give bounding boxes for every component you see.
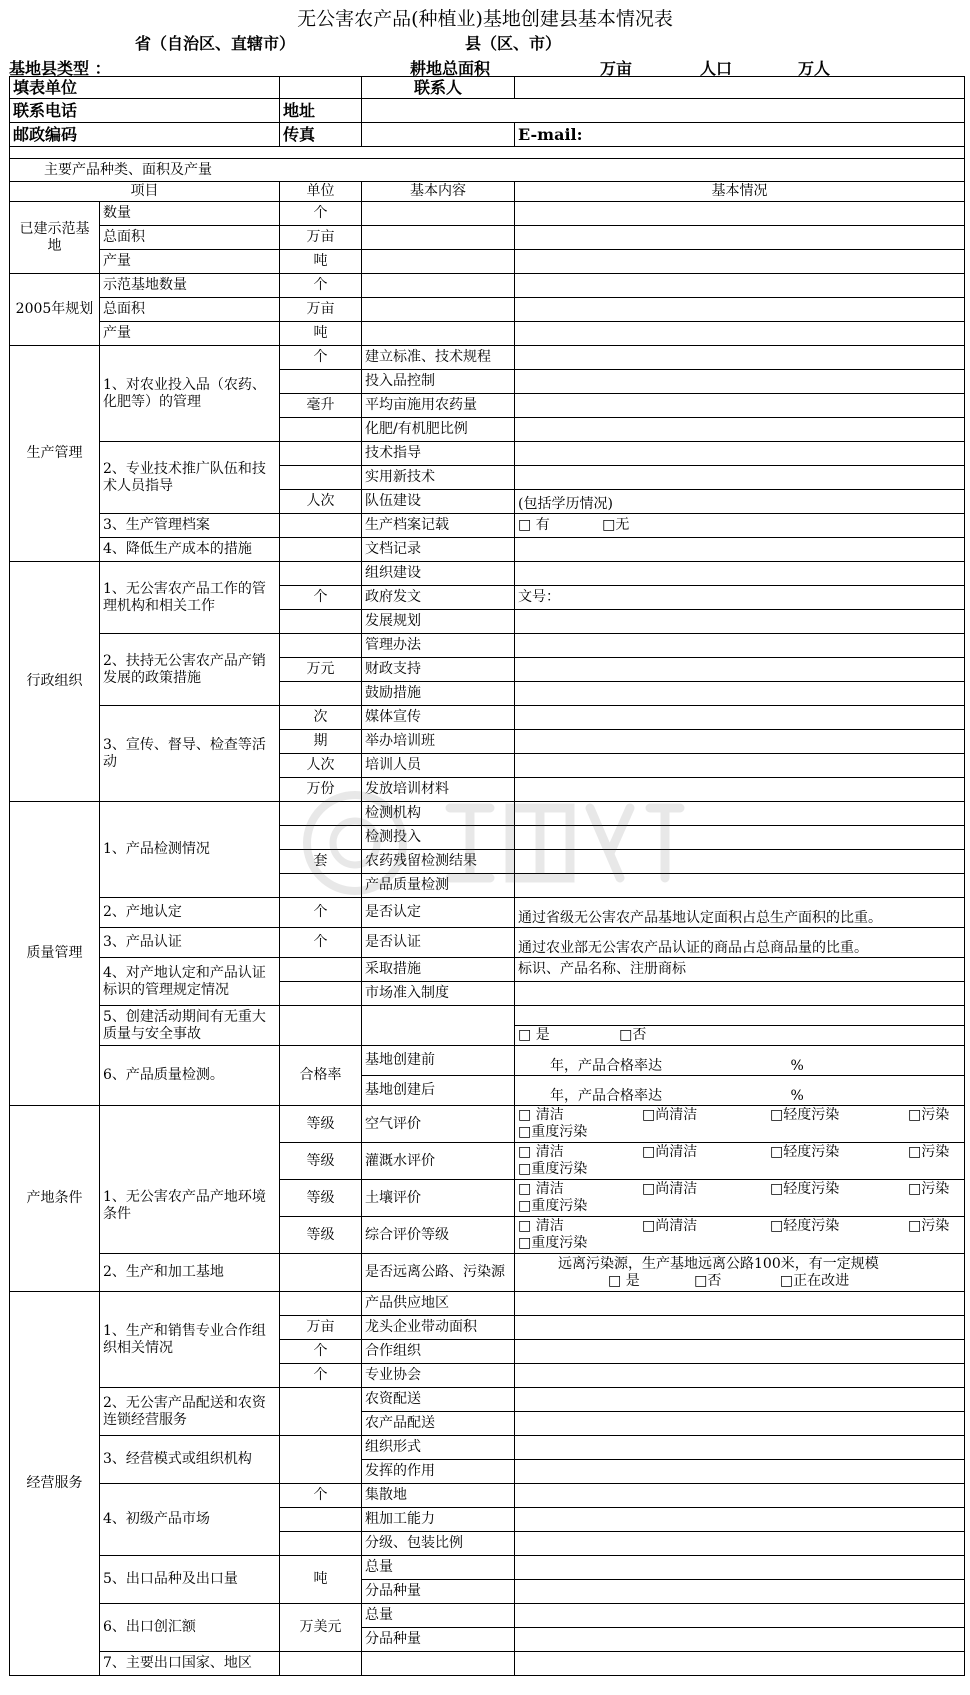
- content-cell: 检测投入: [362, 826, 515, 850]
- unit-cell: 个: [280, 346, 362, 370]
- content-cell: 鼓励措施: [362, 682, 515, 706]
- production-item-3: 3、生产管理档案: [100, 514, 280, 538]
- table-row: [10, 1436, 965, 1460]
- unit-cell: 万亩: [280, 1316, 362, 1340]
- content-cell: 空气评价: [362, 1106, 515, 1143]
- unit-cell: 吨: [280, 250, 362, 274]
- unit-cell: 人次: [280, 754, 362, 778]
- situation-cell[interactable]: [515, 826, 965, 850]
- opt-polluted[interactable]: □污染: [908, 1107, 950, 1123]
- grade-unit: 等级: [280, 1143, 362, 1180]
- table-row: [10, 346, 965, 370]
- content-cell: 管理办法: [362, 634, 515, 658]
- production-item-2: 2、专业技术推广队伍和技术人员指导: [100, 442, 280, 514]
- content-cell: 市场准入制度: [362, 982, 515, 1006]
- email-label: E-mail:: [515, 123, 965, 147]
- content-cell: 基地创建前: [362, 1046, 515, 1076]
- situation-cell[interactable]: [515, 1364, 965, 1388]
- situation-cell[interactable]: [515, 1556, 965, 1580]
- content-cell: 合作组织: [362, 1340, 515, 1364]
- situation-cell[interactable]: [515, 1316, 965, 1340]
- section-built-label: 已建示范基地: [10, 202, 100, 274]
- situation-cell[interactable]: [515, 1388, 965, 1412]
- opt-polluted[interactable]: □污染: [908, 1144, 950, 1160]
- section-quality-label: 质量管理: [10, 802, 100, 1106]
- content-cell: 农资配送: [362, 1388, 515, 1412]
- grade-unit: 等级: [280, 1180, 362, 1217]
- grade-unit: 等级: [280, 1217, 362, 1254]
- content-cell: 政府发文: [362, 586, 515, 610]
- road-distance-note: 远离污染源，生产基地远离公路100米，有一定规模: [558, 1255, 879, 1272]
- opt-light[interactable]: □轻度污染: [770, 1218, 840, 1234]
- situation-cell[interactable]: [515, 610, 965, 634]
- page-title: 无公害农产品(种植业)基地创建县基本情况表: [297, 8, 673, 30]
- unit-cell: 套: [280, 850, 362, 874]
- business-item-6: 6、出口创汇额: [100, 1604, 280, 1652]
- situation-cell[interactable]: [515, 298, 965, 322]
- situation-cell[interactable]: [515, 250, 965, 274]
- content-cell: 发放培训材料: [362, 778, 515, 802]
- opt-light[interactable]: □轻度污染: [770, 1144, 840, 1160]
- situation-cell[interactable]: [515, 466, 965, 490]
- unit-cell: 期: [280, 730, 362, 754]
- spacer-row: [10, 147, 965, 159]
- population-unit: 万人: [798, 59, 831, 78]
- opt-heavy[interactable]: □重度污染: [518, 1198, 588, 1214]
- archive-yes-checkbox[interactable]: □ 有: [518, 517, 550, 533]
- water-grade-options: [515, 1143, 965, 1180]
- table-row: [10, 298, 965, 322]
- table-row: [10, 802, 965, 826]
- quality-item-3: 3、产品认证: [100, 928, 280, 958]
- content-cell: 农产品配送: [362, 1412, 515, 1436]
- content-cell: 建立标准、技术规程: [362, 346, 515, 370]
- content-cell: 队伍建设: [362, 490, 515, 514]
- label-management-note: 标识、产品名称、注册商标: [515, 958, 965, 982]
- content-cell: 实用新技术: [362, 466, 515, 490]
- quality-item-4: 4、对产地认定和产品认证标识的管理规定情况: [100, 958, 280, 1006]
- content-cell[interactable]: [362, 250, 515, 274]
- opt-fair[interactable]: □尚清洁: [642, 1144, 698, 1160]
- opt-heavy[interactable]: □重度污染: [518, 1235, 588, 1251]
- env-item-2: 2、生产和加工基地: [100, 1254, 280, 1292]
- farmland-unit: 万亩: [600, 59, 633, 78]
- business-item-3: 3、经营模式或组织机构: [100, 1436, 280, 1484]
- unit-cell: 吨: [280, 1556, 362, 1604]
- content-cell: 龙头企业带动面积: [362, 1316, 515, 1340]
- situation-cell[interactable]: [515, 370, 965, 394]
- unit-cell: 人次: [280, 490, 362, 514]
- table-row: [10, 928, 965, 958]
- unit-cell: 万元: [280, 658, 362, 682]
- table-row: [10, 1254, 965, 1292]
- basic-info-table: [9, 76, 965, 1676]
- address-value[interactable]: [362, 99, 965, 123]
- unit-cell: 万份: [280, 778, 362, 802]
- situation-cell[interactable]: [515, 1412, 965, 1436]
- content-cell: 集散地: [362, 1484, 515, 1508]
- info-row-phone: [10, 99, 965, 123]
- content-cell: 灌溉水评价: [362, 1143, 515, 1180]
- table-row: [10, 322, 965, 346]
- unit-cell: 毫升: [280, 394, 362, 418]
- contact-person-value[interactable]: [515, 77, 965, 99]
- section-production-label: 生产管理: [10, 346, 100, 562]
- situation-cell[interactable]: [515, 346, 965, 370]
- unit-cell: 个: [280, 1340, 362, 1364]
- situation-cell[interactable]: [515, 802, 965, 826]
- production-item-4: 4、降低生产成本的措施: [100, 538, 280, 562]
- content-cell: 媒体宣传: [362, 706, 515, 730]
- situation-cell[interactable]: [515, 418, 965, 442]
- situation-cell[interactable]: [515, 730, 965, 754]
- content-cell: 综合评价等级: [362, 1217, 515, 1254]
- situation-cell[interactable]: [515, 1484, 965, 1508]
- table-row: [10, 226, 965, 250]
- table-row: [10, 250, 965, 274]
- pass-rate-before: 年，产品合格率达 %: [515, 1046, 965, 1076]
- opt-clean[interactable]: □ 清洁: [518, 1144, 564, 1160]
- business-item-1: 1、生产和销售专业合作组织相关情况: [100, 1292, 280, 1388]
- air-grade-options: [515, 1106, 965, 1143]
- situation-cell[interactable]: [515, 1006, 965, 1026]
- fax-value[interactable]: [362, 123, 515, 147]
- content-cell[interactable]: [362, 274, 515, 298]
- business-item-7: 7、主要出口国家、地区: [100, 1652, 280, 1676]
- situation-cell[interactable]: [515, 778, 965, 802]
- accident-no-checkbox[interactable]: □否: [619, 1027, 647, 1043]
- content-cell: 化肥/有机肥比例: [362, 418, 515, 442]
- situation-cell[interactable]: [515, 394, 965, 418]
- table-row: [10, 514, 965, 538]
- situation-cell[interactable]: [515, 1604, 965, 1628]
- content-cell: 分品种量: [362, 1580, 515, 1604]
- quality-item-1: 1、产品检测情况: [100, 802, 280, 898]
- table-row: [10, 1006, 965, 1026]
- soil-grade-options: [515, 1180, 965, 1217]
- opt-light[interactable]: □轻度污染: [770, 1107, 840, 1123]
- content-cell: 总量: [362, 1604, 515, 1628]
- section-admin-label: 行政组织: [10, 562, 100, 802]
- accident-yes-checkbox[interactable]: □ 是: [518, 1027, 550, 1043]
- table-row: [10, 442, 965, 466]
- content-cell: 粗加工能力: [362, 1508, 515, 1532]
- unit-cell: 个: [280, 898, 362, 928]
- unit-cell: 个: [280, 202, 362, 226]
- table-row: [10, 898, 965, 928]
- content-cell[interactable]: [362, 202, 515, 226]
- admin-item-1: 1、无公害农产品工作的管理机构和相关工作: [100, 562, 280, 634]
- section-plan-label: 2005年规划: [10, 274, 100, 346]
- opt-clean[interactable]: □ 清洁: [518, 1218, 564, 1234]
- content-cell: 是否认定: [362, 898, 515, 928]
- content-cell: 分级、包装比例: [362, 1532, 515, 1556]
- table-row: [10, 1292, 965, 1316]
- unit-cell: 个: [280, 928, 362, 958]
- col-content: 基本内容: [362, 182, 515, 202]
- column-header-row: [10, 182, 965, 202]
- base-type-label: 基地县类型 ：: [9, 59, 111, 78]
- content-cell: 发挥的作用: [362, 1460, 515, 1484]
- situation-cell[interactable]: [515, 1436, 965, 1460]
- situation-note: (包括学历情况): [515, 490, 965, 514]
- content-cell: 是否远离公路、污染源: [362, 1254, 515, 1292]
- quality-item-5: 5、创建活动期间有无重大质量与安全事故: [100, 1006, 280, 1046]
- table-row: [10, 1046, 965, 1076]
- situation-cell[interactable]: [515, 442, 965, 466]
- unit-cell: 万美元: [280, 1604, 362, 1652]
- opt-clean[interactable]: □ 清洁: [518, 1107, 564, 1123]
- main-products-row: [10, 159, 965, 182]
- certified-ratio-note: 通过农业部无公害农产品认证的商品占总商品量的比重。: [515, 928, 965, 958]
- situation-cell[interactable]: [515, 850, 965, 874]
- content-cell: 发展规划: [362, 610, 515, 634]
- situation-cell[interactable]: [515, 1628, 965, 1652]
- content-cell: 农药残留检测结果: [362, 850, 515, 874]
- opt-light[interactable]: □轻度污染: [770, 1181, 840, 1197]
- content-cell: 组织建设: [362, 562, 515, 586]
- content-cell: 财政支持: [362, 658, 515, 682]
- content-cell: 分品种量: [362, 1628, 515, 1652]
- content-cell: 检测机构: [362, 802, 515, 826]
- document-number-label: 文号：: [515, 586, 965, 610]
- content-cell[interactable]: [362, 1652, 515, 1676]
- opt-fair[interactable]: □尚清洁: [642, 1107, 698, 1123]
- situation-cell[interactable]: [515, 682, 965, 706]
- pass-rate-after: 年，产品合格率达 %: [515, 1076, 965, 1106]
- content-cell: 土壤评价: [362, 1180, 515, 1217]
- population-label: 人口: [700, 59, 733, 78]
- table-row: [10, 706, 965, 730]
- road-distance-cell: [515, 1254, 965, 1292]
- road-improving-checkbox[interactable]: □正在改进: [779, 1272, 850, 1289]
- table-row: [10, 538, 965, 562]
- content-cell: 技术指导: [362, 442, 515, 466]
- opt-fair[interactable]: □尚清洁: [642, 1218, 698, 1234]
- archive-options: [515, 514, 965, 538]
- address-label: 地址: [280, 99, 362, 123]
- situation-cell[interactable]: [515, 562, 965, 586]
- situation-cell[interactable]: [515, 226, 965, 250]
- overall-grade-options: [515, 1217, 965, 1254]
- env-item-1: 1、无公害农产品产地环境条件: [100, 1106, 280, 1254]
- situation-cell[interactable]: [515, 982, 965, 1006]
- table-row: [10, 1106, 965, 1143]
- situation-cell[interactable]: [515, 874, 965, 898]
- info-row-unit: [10, 77, 965, 99]
- situation-cell[interactable]: [515, 1460, 965, 1484]
- unit-cell: 个: [280, 274, 362, 298]
- content-cell: 平均亩施用农药量: [362, 394, 515, 418]
- postcode-label: 邮政编码: [10, 123, 280, 147]
- situation-cell[interactable]: [515, 754, 965, 778]
- content-cell[interactable]: [362, 298, 515, 322]
- col-item: 项目: [10, 182, 280, 202]
- unit-cell: 次: [280, 706, 362, 730]
- section-business-label: 经营服务: [10, 1292, 100, 1676]
- table-row: [10, 274, 965, 298]
- row-label: 示范基地数量: [100, 274, 280, 298]
- opt-heavy[interactable]: □重度污染: [518, 1161, 588, 1177]
- situation-cell[interactable]: [515, 706, 965, 730]
- business-item-2: 2、无公害产品配送和农资连锁经营服务: [100, 1388, 280, 1436]
- situation-cell[interactable]: [515, 1292, 965, 1316]
- unit-cell: 万亩: [280, 226, 362, 250]
- content-cell: 基地创建后: [362, 1076, 515, 1106]
- situation-cell[interactable]: [515, 274, 965, 298]
- admin-item-2: 2、扶持无公害农产品产销发展的政策措施: [100, 634, 280, 706]
- situation-cell[interactable]: [515, 658, 965, 682]
- row-label: 产量: [100, 322, 280, 346]
- table-row: [10, 202, 965, 226]
- main-products-label: 主要产品种类、面积及产量: [10, 159, 965, 182]
- opt-fair[interactable]: □尚清洁: [642, 1181, 698, 1197]
- content-cell: 产品供应地区: [362, 1292, 515, 1316]
- situation-cell[interactable]: [515, 1580, 965, 1604]
- content-cell: 文档记录: [362, 538, 515, 562]
- situation-cell[interactable]: [515, 1532, 965, 1556]
- content-cell: 专业协会: [362, 1364, 515, 1388]
- archive-no-checkbox[interactable]: □无: [602, 517, 630, 533]
- content-cell: 总量: [362, 1556, 515, 1580]
- situation-cell[interactable]: [515, 538, 965, 562]
- fill-unit-label: 填表单位: [10, 77, 280, 99]
- province-label: 省（自治区、直辖市）: [135, 34, 296, 53]
- content-cell: 产品质量检测: [362, 874, 515, 898]
- production-item-1: 1、对农业投入品（农药、化肥等）的管理: [100, 346, 280, 442]
- row-label: 产量: [100, 250, 280, 274]
- situation-cell[interactable]: [515, 1340, 965, 1364]
- opt-polluted[interactable]: □污染: [908, 1218, 950, 1234]
- info-row-postcode: [10, 123, 965, 147]
- road-no-checkbox[interactable]: □否: [694, 1272, 722, 1289]
- unit-cell: 个: [280, 1484, 362, 1508]
- table-row: [10, 1484, 965, 1508]
- grade-unit: 等级: [280, 1106, 362, 1143]
- accident-options: [515, 1026, 965, 1046]
- unit-cell: 个: [280, 586, 362, 610]
- row-label: 总面积: [100, 226, 280, 250]
- content-cell: 采取措施: [362, 958, 515, 982]
- county-label: 县（区、市）: [465, 34, 562, 53]
- phone-label: 联系电话: [10, 99, 280, 123]
- unit-cell: 万亩: [280, 298, 362, 322]
- content-cell: 培训人员: [362, 754, 515, 778]
- table-row: [10, 1604, 965, 1628]
- road-yes-checkbox[interactable]: □ 是: [608, 1272, 640, 1289]
- content-cell[interactable]: [362, 226, 515, 250]
- fax-label: 传真: [280, 123, 362, 147]
- situation-cell[interactable]: [515, 1508, 965, 1532]
- table-row: [10, 634, 965, 658]
- table-row: [10, 1556, 965, 1580]
- unit-cell: 合格率: [280, 1046, 362, 1106]
- section-env-label: 产地条件: [10, 1106, 100, 1292]
- content-cell[interactable]: [362, 322, 515, 346]
- situation-cell[interactable]: [515, 634, 965, 658]
- col-unit: 单位: [280, 182, 362, 202]
- situation-cell[interactable]: [515, 1652, 965, 1676]
- fill-unit-value[interactable]: [280, 77, 362, 99]
- content-cell: 是否认证: [362, 928, 515, 958]
- table-row: [10, 1652, 965, 1676]
- contact-person-label: 联系人: [362, 77, 515, 99]
- table-row: [10, 1388, 965, 1412]
- row-label: 数量: [100, 202, 280, 226]
- col-situation: 基本情况: [515, 182, 965, 202]
- situation-cell[interactable]: [515, 322, 965, 346]
- business-item-4: 4、初级产品市场: [100, 1484, 280, 1556]
- opt-clean[interactable]: □ 清洁: [518, 1181, 564, 1197]
- table-row: [10, 958, 965, 982]
- certification-ratio-note: 通过省级无公害农产品基地认定面积占总生产面积的比重。: [515, 898, 965, 928]
- unit-cell: 个: [280, 1364, 362, 1388]
- table-row: [10, 562, 965, 586]
- quality-item-6: 6、产品质量检测。: [100, 1046, 280, 1106]
- situation-cell[interactable]: [515, 202, 965, 226]
- admin-item-3: 3、宣传、督导、检查等活动: [100, 706, 280, 802]
- quality-item-2: 2、产地认定: [100, 898, 280, 928]
- row-label: 总面积: [100, 298, 280, 322]
- opt-heavy[interactable]: □重度污染: [518, 1124, 588, 1140]
- content-cell: 组织形式: [362, 1436, 515, 1460]
- content-cell: 生产档案记载: [362, 514, 515, 538]
- content-cell: 举办培训班: [362, 730, 515, 754]
- unit-cell: 吨: [280, 322, 362, 346]
- business-item-5: 5、出口品种及出口量: [100, 1556, 280, 1604]
- content-cell: 投入品控制: [362, 370, 515, 394]
- farmland-label: 耕地总面积: [410, 59, 491, 78]
- opt-polluted[interactable]: □污染: [908, 1181, 950, 1197]
